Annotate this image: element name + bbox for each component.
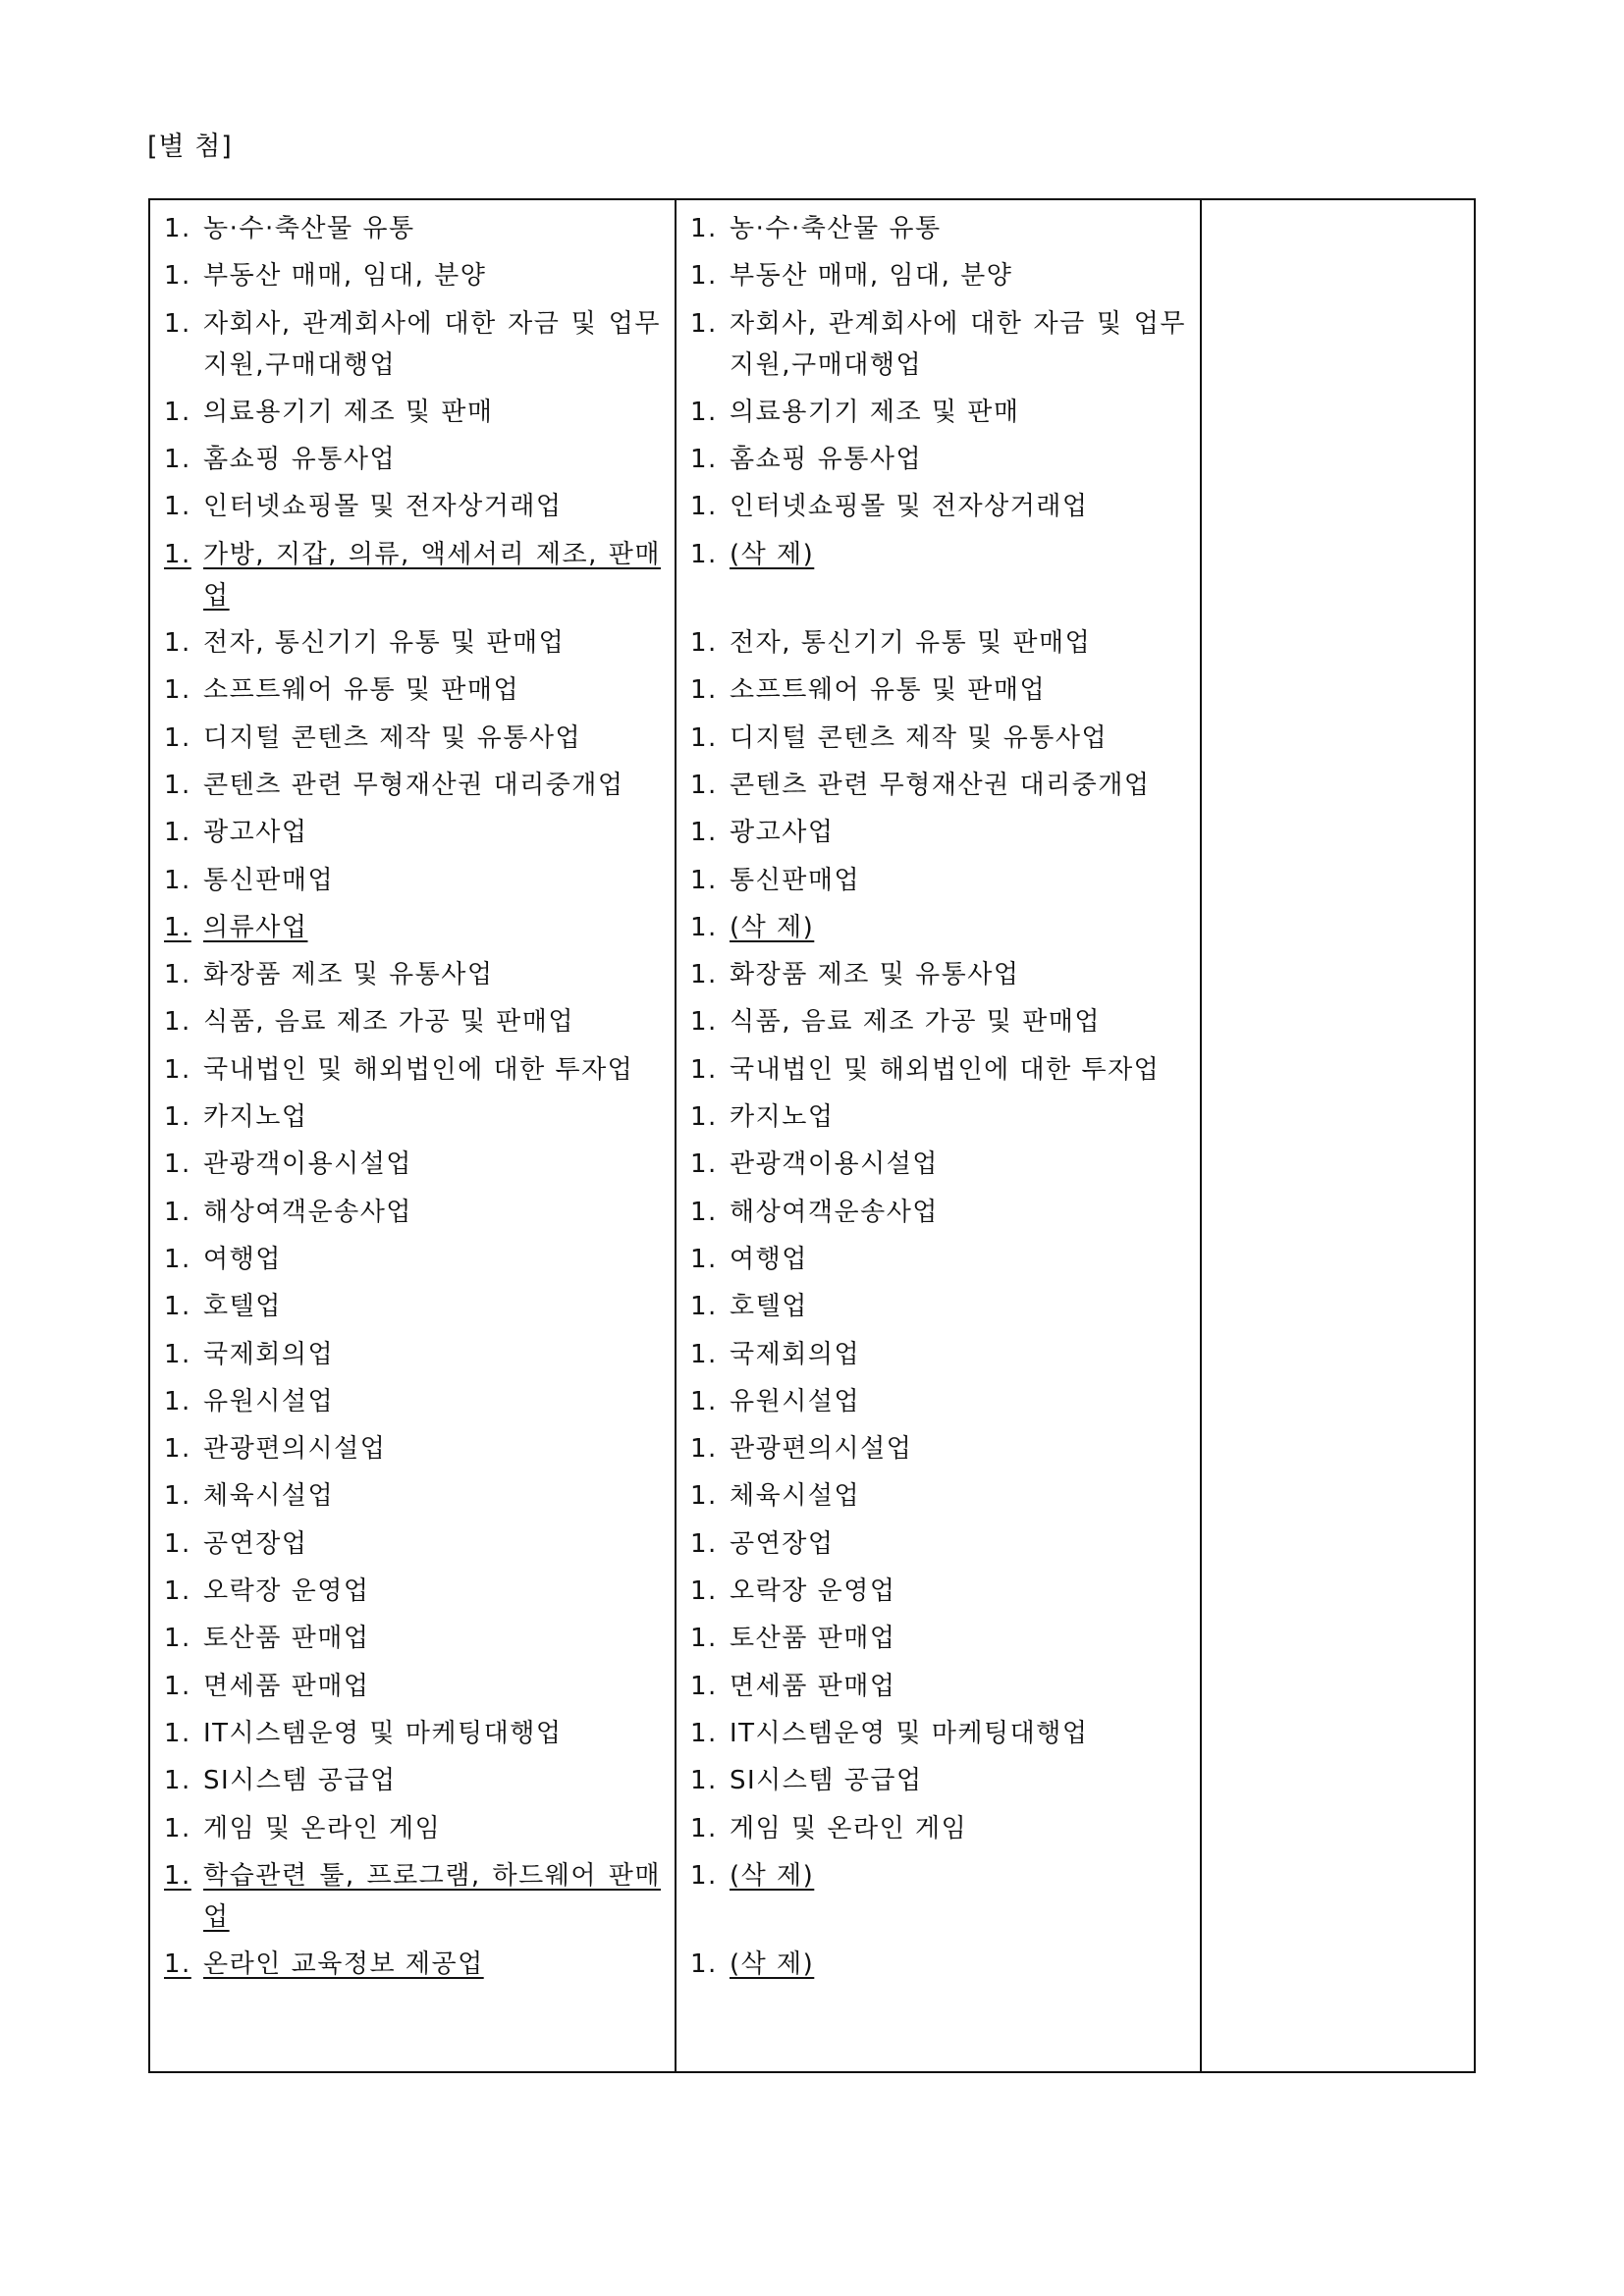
list-item	[690, 812, 1186, 853]
item-text: 국내법인 및 해외법인에 대한 투자업	[203, 1054, 634, 1085]
item-text: 화장품 제조 및 유통사업	[730, 960, 1020, 990]
list-item	[164, 1334, 661, 1375]
list-item	[690, 718, 1186, 759]
item-text: 식품, 음료 제조 가공 및 판매업	[203, 1007, 574, 1038]
list-item	[690, 1571, 1186, 1612]
item-number: 1.	[164, 397, 191, 427]
item-number: 1.	[690, 261, 718, 292]
item-number: 1.	[690, 1434, 718, 1465]
item-number: 1.	[164, 1292, 191, 1322]
item-text: 광고사업	[730, 818, 835, 848]
item-text: 부동산 매매, 임대, 분양	[730, 261, 1013, 292]
list-item	[690, 1381, 1186, 1422]
item-text	[730, 907, 1186, 948]
list-item	[164, 1713, 661, 1754]
list-item	[690, 1760, 1186, 1801]
list-item	[690, 1713, 1186, 1754]
item-text: 국제회의업	[730, 1339, 861, 1369]
item-number: 1.	[690, 770, 718, 800]
list-item	[164, 1428, 661, 1469]
item-text: 인터넷쇼핑몰 및 전자상거래업	[203, 492, 563, 522]
item-number: 1.	[164, 308, 191, 339]
list-item	[690, 954, 1186, 995]
item-text: 식품, 음료 제조 가공 및 판매업	[730, 1007, 1101, 1038]
deleted-marker: (삭 제)	[730, 1949, 815, 1980]
item-text: 학습관련 툴, 프로그램, 하드웨어 판매업	[203, 1860, 661, 1932]
deleted-marker: (삭 제)	[730, 1860, 815, 1891]
item-number: 1.	[164, 214, 191, 243]
item-number: 1.	[164, 492, 191, 522]
item-number: 1.	[164, 722, 191, 753]
item-text: IT시스템운영 및 마케팅대행업	[730, 1718, 1089, 1748]
item-text: 관광객이용시설업	[730, 1149, 939, 1180]
item-number: 1.	[164, 1860, 191, 1891]
list-item	[164, 1475, 661, 1517]
list-item	[690, 1855, 1186, 1896]
list-item	[164, 1855, 661, 1938]
list-item	[164, 907, 661, 948]
list-item	[164, 1571, 661, 1612]
item-number: 1.	[164, 960, 191, 990]
item-number: 1.	[164, 1481, 191, 1512]
item-text: 디지털 콘텐츠 제작 및 유통사업	[203, 722, 582, 753]
item-text: 통신판매업	[203, 865, 335, 895]
comparison-table	[148, 198, 1476, 2073]
item-number: 1.	[690, 865, 718, 895]
item-number: 1.	[164, 1149, 191, 1180]
item-number: 1.	[690, 960, 718, 990]
item-text: 면세품 판매업	[730, 1671, 896, 1701]
item-number: 1.	[690, 1339, 718, 1369]
item-number: 1.	[164, 770, 191, 800]
list-item	[164, 860, 661, 901]
item-number: 1.	[164, 1813, 191, 1843]
list-item	[164, 1666, 661, 1707]
item-text: SI시스템 공급업	[730, 1766, 923, 1796]
list-item	[164, 1523, 661, 1565]
item-number: 1.	[164, 1576, 191, 1607]
item-number: 1.	[690, 445, 718, 475]
item-text: 게임 및 온라인 게임	[730, 1813, 968, 1843]
attachment-heading: [별 첨]	[147, 132, 233, 162]
list-item	[690, 486, 1186, 527]
item-number: 1.	[690, 1860, 718, 1891]
list-item	[690, 1808, 1186, 1849]
item-number: 1.	[164, 1102, 191, 1133]
list-item	[690, 907, 1186, 948]
list-item	[690, 1239, 1186, 1280]
item-number: 1.	[164, 1197, 191, 1227]
item-text: 전자, 통신기기 유통 및 판매업	[730, 628, 1092, 659]
list-item	[164, 669, 661, 711]
item-number: 1.	[690, 1149, 718, 1180]
item-text: 해상여객운송사업	[203, 1197, 412, 1227]
list-item	[690, 622, 1186, 664]
item-text: 디지털 콘텐츠 제작 및 유통사업	[730, 722, 1109, 753]
item-text: 토산품 판매업	[730, 1624, 896, 1654]
list-item	[690, 1944, 1186, 1985]
list-item	[690, 860, 1186, 901]
item-number: 1.	[690, 1481, 718, 1512]
column-before	[150, 200, 677, 2071]
item-number: 1.	[690, 397, 718, 427]
item-text: 자회사, 관계회사에 대한 자금 및 업무지원,구매대행업	[730, 308, 1186, 380]
item-number: 1.	[164, 675, 191, 706]
item-text: 통신판매업	[730, 865, 861, 895]
list-item	[164, 486, 661, 527]
item-number: 1.	[164, 261, 191, 292]
list-item	[690, 534, 1186, 575]
list-item	[690, 255, 1186, 296]
deleted-marker: (삭 제)	[730, 539, 815, 569]
list-item	[164, 1001, 661, 1042]
list-item	[690, 439, 1186, 480]
list-item	[164, 765, 661, 806]
item-text: 소프트웨어 유통 및 판매업	[730, 675, 1047, 706]
item-number: 1.	[690, 214, 718, 243]
item-text: 콘텐츠 관련 무형재산권 대리중개업	[730, 770, 1151, 800]
item-text	[730, 534, 1186, 575]
deleted-marker: (삭 제)	[730, 912, 815, 942]
list-item	[690, 1049, 1186, 1091]
item-number: 1.	[164, 818, 191, 848]
item-number: 1.	[164, 1434, 191, 1465]
item-number: 1.	[690, 675, 718, 706]
item-number: 1.	[164, 628, 191, 659]
item-text: 공연장업	[730, 1528, 835, 1559]
list-item	[164, 1239, 661, 1280]
list-item	[164, 534, 661, 616]
column-after	[677, 200, 1202, 2071]
item-text: 농·수·축산물 유통	[203, 214, 415, 243]
item-number: 1.	[690, 1766, 718, 1796]
item-number: 1.	[690, 628, 718, 659]
list-item	[690, 765, 1186, 806]
item-text: 카지노업	[730, 1102, 835, 1133]
item-text: 자회사, 관계회사에 대한 자금 및 업무지원,구매대행업	[203, 308, 661, 380]
item-number: 1.	[164, 539, 191, 569]
item-text: 홈쇼핑 유통사업	[730, 445, 923, 475]
list-item	[690, 1334, 1186, 1375]
item-number: 1.	[164, 865, 191, 895]
item-text: 관광편의시설업	[730, 1434, 913, 1465]
item-text: 게임 및 온라인 게임	[203, 1813, 442, 1843]
list-item	[690, 1475, 1186, 1517]
list-item	[690, 392, 1186, 433]
item-text: 콘텐츠 관련 무형재산권 대리중개업	[203, 770, 624, 800]
list-item	[690, 669, 1186, 711]
item-number: 1.	[164, 1671, 191, 1701]
item-number: 1.	[164, 1718, 191, 1748]
list-item	[164, 1192, 661, 1233]
item-number: 1.	[690, 1054, 718, 1085]
column-remarks	[1202, 200, 1474, 2071]
item-number: 1.	[164, 912, 191, 942]
list-item	[164, 954, 661, 995]
list-item	[164, 208, 661, 249]
list-item	[690, 1618, 1186, 1659]
item-number: 1.	[690, 1102, 718, 1133]
item-text: 오락장 운영업	[203, 1576, 370, 1607]
item-text: SI시스템 공급업	[203, 1766, 397, 1796]
row-spacer	[690, 575, 1186, 622]
item-text: 홈쇼핑 유통사업	[203, 445, 397, 475]
item-text: 의료용기기 제조 및 판매	[730, 397, 1020, 427]
item-number: 1.	[690, 539, 718, 569]
item-number: 1.	[164, 1339, 191, 1369]
item-text	[730, 1855, 1186, 1896]
list-item	[690, 1523, 1186, 1565]
item-number: 1.	[690, 1007, 718, 1038]
item-number: 1.	[690, 308, 718, 339]
list-item	[690, 303, 1186, 386]
item-text: 소프트웨어 유통 및 판매업	[203, 675, 520, 706]
item-number: 1.	[690, 1244, 718, 1274]
item-text: 의료용기기 제조 및 판매	[203, 397, 494, 427]
item-text: 부동산 매매, 임대, 분양	[203, 261, 487, 292]
item-number: 1.	[690, 492, 718, 522]
list-item	[690, 1096, 1186, 1138]
item-text: 광고사업	[203, 818, 308, 848]
item-number: 1.	[690, 1949, 718, 1980]
item-text: 온라인 교육정보 제공업	[203, 1949, 484, 1980]
item-number: 1.	[690, 1624, 718, 1654]
list-item	[690, 1286, 1186, 1327]
list-item	[690, 1192, 1186, 1233]
item-number: 1.	[690, 912, 718, 942]
list-item	[690, 1144, 1186, 1185]
item-number: 1.	[164, 445, 191, 475]
item-number: 1.	[690, 722, 718, 753]
list-item	[164, 1286, 661, 1327]
item-number: 1.	[164, 1054, 191, 1085]
item-text: 화장품 제조 및 유통사업	[203, 960, 494, 990]
item-number: 1.	[164, 1386, 191, 1416]
item-text: 관광편의시설업	[203, 1434, 387, 1465]
item-text: 체육시설업	[730, 1481, 861, 1512]
item-text: 가방, 지갑, 의류, 액세서리 제조, 판매업	[203, 539, 661, 611]
item-text: 전자, 통신기기 유통 및 판매업	[203, 628, 566, 659]
item-number: 1.	[690, 818, 718, 848]
item-text: 의류사업	[203, 912, 308, 942]
item-number: 1.	[164, 1007, 191, 1038]
item-text: 여행업	[203, 1244, 282, 1274]
item-number: 1.	[164, 1766, 191, 1796]
list-item	[164, 439, 661, 480]
list-item	[164, 812, 661, 853]
list-item	[164, 392, 661, 433]
list-item	[164, 1808, 661, 1849]
list-item	[164, 303, 661, 386]
list-item	[690, 208, 1186, 249]
item-text: 농·수·축산물 유통	[730, 214, 942, 243]
item-number: 1.	[164, 1624, 191, 1654]
item-text	[730, 1944, 1186, 1985]
list-item	[164, 622, 661, 664]
item-text: 관광객이용시설업	[203, 1149, 412, 1180]
item-text: 오락장 운영업	[730, 1576, 896, 1607]
item-text: 호텔업	[730, 1292, 808, 1322]
item-text: 호텔업	[203, 1292, 282, 1322]
list-item	[164, 255, 661, 296]
item-text: 유원시설업	[203, 1386, 335, 1416]
item-number: 1.	[690, 1197, 718, 1227]
row-spacer	[690, 1896, 1186, 1944]
list-item	[164, 718, 661, 759]
item-number: 1.	[690, 1813, 718, 1843]
list-item	[164, 1618, 661, 1659]
item-number: 1.	[164, 1949, 191, 1980]
list-item	[164, 1096, 661, 1138]
item-number: 1.	[164, 1528, 191, 1559]
item-number: 1.	[690, 1292, 718, 1322]
item-text: 카지노업	[203, 1102, 308, 1133]
list-item	[690, 1001, 1186, 1042]
item-text: 해상여객운송사업	[730, 1197, 939, 1227]
list-item	[164, 1944, 661, 1985]
list-item	[690, 1428, 1186, 1469]
item-text: 공연장업	[203, 1528, 308, 1559]
item-text: 국내법인 및 해외법인에 대한 투자업	[730, 1054, 1161, 1085]
item-text: 국제회의업	[203, 1339, 335, 1369]
item-number: 1.	[690, 1718, 718, 1748]
item-text: 체육시설업	[203, 1481, 335, 1512]
list-item	[164, 1144, 661, 1185]
list-item	[164, 1049, 661, 1091]
list-item	[164, 1381, 661, 1422]
list-item	[690, 1666, 1186, 1707]
item-text: IT시스템운영 및 마케팅대행업	[203, 1718, 563, 1748]
item-text: 여행업	[730, 1244, 808, 1274]
item-number: 1.	[690, 1576, 718, 1607]
item-number: 1.	[690, 1671, 718, 1701]
item-text: 인터넷쇼핑몰 및 전자상거래업	[730, 492, 1089, 522]
list-item	[164, 1760, 661, 1801]
item-text: 토산품 판매업	[203, 1624, 370, 1654]
item-number: 1.	[690, 1528, 718, 1559]
item-number: 1.	[690, 1386, 718, 1416]
item-text: 면세품 판매업	[203, 1671, 370, 1701]
item-text: 유원시설업	[730, 1386, 861, 1416]
item-number: 1.	[164, 1244, 191, 1274]
